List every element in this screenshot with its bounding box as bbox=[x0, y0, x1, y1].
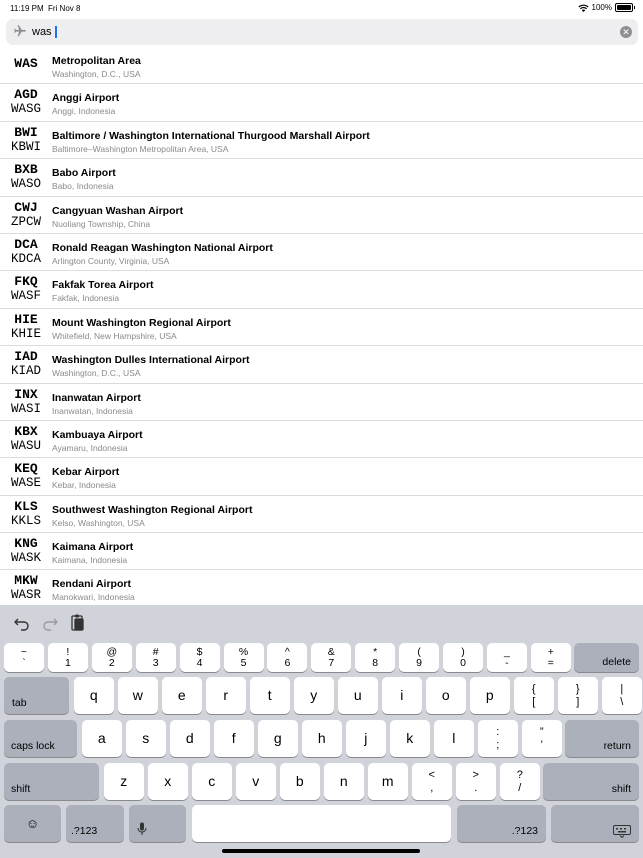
iata-code: BXB bbox=[14, 162, 38, 178]
key-s[interactable] bbox=[126, 720, 166, 757]
airport-name: Southwest Washington Regional Airport bbox=[52, 503, 253, 516]
result-row[interactable] bbox=[0, 346, 643, 383]
airport-location: Washington, D.C., USA bbox=[52, 69, 141, 79]
result-row[interactable] bbox=[0, 458, 643, 495]
airport-location: Inanwatan, Indonesia bbox=[52, 405, 133, 416]
airport-location: Washington, D.C., USA bbox=[52, 368, 141, 379]
key-label: g bbox=[273, 730, 282, 746]
key-bottom: . bbox=[474, 782, 478, 794]
result-row[interactable] bbox=[0, 533, 643, 570]
key-2[interactable] bbox=[92, 643, 132, 672]
key-label: .?123 bbox=[511, 825, 538, 837]
key-top: ” bbox=[539, 726, 544, 738]
key-bottom: 5 bbox=[240, 657, 247, 669]
icao-code: WASO bbox=[10, 177, 41, 192]
key-bracket-0[interactable] bbox=[514, 677, 554, 714]
results-list bbox=[0, 47, 643, 604]
airport-name: Ronald Reagan Washington National Airport bbox=[52, 241, 273, 254]
key-label: x bbox=[164, 773, 172, 789]
key-sym[interactable] bbox=[531, 643, 571, 672]
key-m[interactable] bbox=[368, 763, 408, 800]
key-top: ~ bbox=[20, 646, 28, 658]
key-b[interactable] bbox=[280, 763, 320, 800]
key-bottom: 0 bbox=[460, 657, 466, 669]
airport-name: Mount Washington Regional Airport bbox=[52, 316, 231, 329]
status-time: 11:19 PM bbox=[10, 4, 44, 13]
key-top: } bbox=[575, 683, 580, 695]
key-bottom: \ bbox=[620, 696, 624, 708]
key-6[interactable] bbox=[267, 643, 307, 672]
key-k[interactable] bbox=[390, 720, 430, 757]
key-label: z bbox=[120, 773, 128, 789]
key-label: p bbox=[485, 687, 494, 703]
result-row[interactable] bbox=[0, 309, 643, 346]
key-top: @ bbox=[106, 646, 118, 658]
key-top: < bbox=[428, 769, 435, 781]
key-h[interactable] bbox=[302, 720, 342, 757]
iata-code: KEQ bbox=[14, 461, 38, 477]
airport-codes bbox=[0, 499, 52, 529]
keyboard bbox=[0, 605, 643, 858]
key-bottom: ’ bbox=[540, 739, 543, 751]
key-3[interactable] bbox=[136, 643, 176, 672]
iata-code: KBX bbox=[14, 423, 38, 439]
airport-name: Kaimana Airport bbox=[52, 541, 134, 554]
key-top: _ bbox=[503, 646, 510, 658]
emoji-key[interactable] bbox=[4, 805, 61, 842]
key-bottom: 4 bbox=[196, 657, 203, 669]
key-q[interactable] bbox=[74, 677, 114, 714]
airport-location: Nuoliang Township, China bbox=[52, 218, 151, 229]
icao-code: WASU bbox=[10, 438, 41, 453]
airport-codes bbox=[0, 274, 52, 304]
key-label: .?123 bbox=[71, 825, 98, 837]
key-label: k bbox=[406, 730, 414, 746]
clear-icon[interactable]: ✕ bbox=[620, 26, 632, 38]
airport-codes bbox=[0, 312, 52, 342]
paste-icon[interactable] bbox=[68, 613, 88, 633]
key-bottom: 8 bbox=[372, 657, 379, 669]
airport-codes bbox=[0, 461, 52, 491]
key-label: w bbox=[132, 687, 143, 703]
iata-code: CWJ bbox=[14, 199, 38, 215]
key-i[interactable] bbox=[382, 677, 422, 714]
airport-location: Baltimore–Washington Metropolitan Area, USA bbox=[52, 143, 229, 154]
key-o[interactable] bbox=[426, 677, 466, 714]
key-label: e bbox=[177, 687, 186, 703]
icao-code: WASI bbox=[10, 401, 41, 416]
icao-code: KBWI bbox=[10, 139, 41, 154]
iata-code: AGD bbox=[14, 87, 38, 103]
airport-location: Whitefield, New Hampshire, USA bbox=[52, 330, 177, 341]
battery-fill bbox=[617, 5, 631, 10]
key-r[interactable] bbox=[206, 677, 246, 714]
key-5[interactable] bbox=[224, 643, 264, 672]
airport-name: Cangyuan Washan Airport bbox=[52, 204, 184, 217]
airport-name: Rendani Airport bbox=[52, 578, 131, 591]
key-y[interactable] bbox=[294, 677, 334, 714]
key-top: | bbox=[620, 683, 624, 695]
airport-codes bbox=[0, 237, 52, 267]
key-label: c bbox=[208, 773, 216, 789]
key-label: a bbox=[97, 730, 106, 746]
shift-left-key[interactable] bbox=[4, 763, 99, 800]
iata-code: KLS bbox=[14, 498, 38, 514]
key-bottom: 7 bbox=[328, 657, 335, 669]
delete-key[interactable] bbox=[574, 643, 639, 672]
key-v[interactable] bbox=[236, 763, 276, 800]
result-row[interactable] bbox=[0, 271, 643, 308]
key-bottom: 2 bbox=[108, 657, 115, 669]
key-c[interactable] bbox=[192, 763, 232, 800]
icao-code: WASK bbox=[10, 551, 41, 566]
key-label: b bbox=[295, 773, 304, 789]
key-u[interactable] bbox=[338, 677, 378, 714]
iata-code: WAS bbox=[14, 56, 38, 71]
undo-icon[interactable] bbox=[12, 613, 32, 633]
icao-code: KKLS bbox=[10, 513, 41, 528]
search-input[interactable] bbox=[32, 22, 592, 42]
numbers-key-right[interactable] bbox=[457, 805, 546, 842]
caps-lock-key[interactable] bbox=[4, 720, 77, 757]
key-top: + bbox=[547, 646, 554, 658]
key-bottom: = bbox=[547, 657, 554, 669]
key-bottom: 3 bbox=[152, 657, 159, 669]
airport-codes bbox=[0, 536, 52, 566]
key-t[interactable] bbox=[250, 677, 290, 714]
key-bottom: ] bbox=[576, 696, 580, 708]
numbers-key-left[interactable] bbox=[66, 805, 124, 842]
key-top: : bbox=[496, 726, 500, 738]
key-e[interactable] bbox=[162, 677, 202, 714]
airport-codes bbox=[0, 424, 52, 454]
iata-code: HIE bbox=[14, 311, 38, 327]
key-label: return bbox=[603, 740, 631, 752]
home-indicator bbox=[222, 849, 420, 853]
airport-codes bbox=[0, 387, 52, 417]
result-row[interactable] bbox=[0, 421, 643, 458]
space-key[interactable] bbox=[192, 805, 451, 842]
key-0[interactable] bbox=[443, 643, 483, 672]
key-punct2-1[interactable] bbox=[456, 763, 496, 800]
text-cursor bbox=[55, 26, 57, 38]
iata-code: INX bbox=[14, 386, 38, 402]
icao-code: WASE bbox=[10, 476, 41, 491]
hide-keyboard-key[interactable] bbox=[551, 805, 639, 842]
airport-name: Kebar Airport bbox=[52, 466, 120, 479]
emoji-icon: ☺ bbox=[25, 816, 40, 831]
key-p[interactable] bbox=[470, 677, 510, 714]
icao-code: WASR bbox=[10, 588, 41, 603]
key-label: q bbox=[89, 687, 98, 703]
key-9[interactable] bbox=[399, 643, 439, 672]
key-punct-1[interactable] bbox=[522, 720, 562, 757]
airport-codes bbox=[0, 125, 52, 155]
key-label: t bbox=[267, 687, 272, 703]
airport-codes bbox=[0, 56, 52, 71]
key-top: ? bbox=[516, 769, 523, 781]
airport-location: Arlington County, Virginia, USA bbox=[52, 255, 170, 266]
key-z[interactable] bbox=[104, 763, 144, 800]
return-key[interactable] bbox=[565, 720, 639, 757]
result-row[interactable] bbox=[0, 384, 643, 421]
dictation-key[interactable] bbox=[129, 805, 186, 842]
result-row[interactable] bbox=[0, 122, 643, 159]
key-g[interactable] bbox=[258, 720, 298, 757]
airport-location: Babo, Indonesia bbox=[52, 181, 114, 192]
key-punct2-2[interactable] bbox=[500, 763, 540, 800]
result-row[interactable] bbox=[0, 47, 643, 84]
airport-location: Anggi, Indonesia bbox=[52, 106, 116, 117]
status-right bbox=[578, 3, 633, 12]
airport-codes bbox=[0, 162, 52, 192]
wifi-icon bbox=[578, 4, 589, 12]
key-label: j bbox=[364, 730, 368, 746]
airport-codes bbox=[0, 349, 52, 379]
airport-location: Fakfak, Indonesia bbox=[52, 293, 120, 304]
result-row[interactable] bbox=[0, 84, 643, 121]
airport-codes bbox=[0, 200, 52, 230]
airplane-icon bbox=[13, 24, 27, 38]
airport-location: Kelso, Washington, USA bbox=[52, 517, 145, 528]
key-label: o bbox=[441, 687, 450, 703]
key-bottom: ` bbox=[22, 657, 26, 669]
result-row[interactable] bbox=[0, 570, 643, 604]
airport-location: Manokwari, Indonesia bbox=[52, 592, 135, 603]
key-punct-0[interactable] bbox=[478, 720, 518, 757]
key-top: # bbox=[152, 646, 159, 658]
result-row[interactable] bbox=[0, 197, 643, 234]
key-label: u bbox=[353, 687, 362, 703]
iata-code: DCA bbox=[14, 236, 38, 252]
key-label: caps lock bbox=[11, 740, 55, 752]
key-n[interactable] bbox=[324, 763, 364, 800]
airport-location: Ayamaru, Indonesia bbox=[52, 442, 128, 453]
iata-code: MKW bbox=[14, 573, 38, 589]
key-f[interactable] bbox=[214, 720, 254, 757]
icao-code: WASG bbox=[10, 102, 41, 117]
redo-icon[interactable] bbox=[40, 613, 60, 633]
key-label: v bbox=[252, 773, 260, 789]
airport-name: Fakfak Torea Airport bbox=[52, 279, 154, 292]
key-bracket-2[interactable] bbox=[602, 677, 642, 714]
airport-name: Kambuaya Airport bbox=[52, 428, 143, 441]
airport-name: Babo Airport bbox=[52, 167, 116, 180]
airport-codes bbox=[0, 87, 52, 117]
icao-code: KHIE bbox=[10, 326, 41, 341]
key-top: & bbox=[327, 646, 335, 658]
key-top: $ bbox=[196, 646, 203, 658]
key-bottom: , bbox=[430, 782, 434, 794]
icao-code: KDCA bbox=[10, 251, 41, 266]
key-bottom: ; bbox=[496, 739, 500, 751]
key-top: % bbox=[238, 646, 249, 658]
key-bottom: - bbox=[505, 657, 509, 669]
key-top: ( bbox=[417, 646, 421, 658]
key-x[interactable] bbox=[148, 763, 188, 800]
key-top: > bbox=[472, 769, 479, 781]
airport-codes bbox=[0, 573, 52, 603]
status-date: Fri Nov 8 bbox=[48, 4, 81, 13]
status-bar bbox=[0, 0, 643, 16]
airport-name: Washington Dulles International Airport bbox=[52, 354, 250, 367]
key-bottom: 6 bbox=[284, 657, 291, 669]
result-row[interactable] bbox=[0, 234, 643, 271]
key-label: r bbox=[223, 687, 229, 703]
keyboard-dismiss-icon bbox=[613, 825, 631, 838]
icao-code: WASF bbox=[10, 289, 41, 304]
key-label: h bbox=[317, 730, 326, 746]
key-label: d bbox=[185, 730, 194, 746]
key-top: ) bbox=[461, 646, 465, 658]
result-row[interactable] bbox=[0, 496, 643, 533]
icao-code: ZPCW bbox=[10, 214, 41, 229]
key-bracket-1[interactable] bbox=[558, 677, 598, 714]
result-row[interactable] bbox=[0, 159, 643, 196]
key-d[interactable] bbox=[170, 720, 210, 757]
key-label: l bbox=[452, 730, 456, 746]
key-label: delete bbox=[602, 656, 631, 668]
key-w[interactable] bbox=[118, 677, 158, 714]
key-bottom: 9 bbox=[416, 657, 423, 669]
tab-key[interactable] bbox=[4, 677, 69, 714]
key-bottom: 1 bbox=[64, 657, 71, 669]
key-4[interactable] bbox=[180, 643, 220, 672]
iata-code: BWI bbox=[14, 124, 38, 140]
airport-name: Inanwatan Airport bbox=[52, 391, 141, 404]
key-top: ! bbox=[66, 646, 70, 658]
key-8[interactable] bbox=[355, 643, 395, 672]
key-sym[interactable] bbox=[4, 643, 44, 672]
key-label: s bbox=[142, 730, 150, 746]
key-label: shift bbox=[611, 783, 631, 795]
shift-right-key[interactable] bbox=[543, 763, 639, 800]
airport-location: Kaimana, Indonesia bbox=[52, 555, 128, 566]
key-bottom: [ bbox=[532, 696, 536, 708]
key-label: i bbox=[400, 687, 404, 703]
key-label: tab bbox=[12, 697, 27, 709]
iata-code: FKQ bbox=[14, 274, 38, 290]
airport-name: Anggi Airport bbox=[52, 92, 120, 105]
battery-icon bbox=[615, 3, 633, 12]
key-label: f bbox=[231, 730, 236, 746]
key-label: y bbox=[310, 687, 318, 703]
airport-name: Baltimore / Washington International Thurgood Marshall Airport bbox=[52, 129, 370, 142]
key-bottom: / bbox=[518, 782, 522, 794]
key-sym[interactable] bbox=[487, 643, 527, 672]
key-j[interactable] bbox=[346, 720, 386, 757]
search-bar[interactable] bbox=[6, 19, 638, 45]
battery-percent: 100% bbox=[591, 3, 612, 12]
iata-code: IAD bbox=[14, 349, 38, 365]
key-1[interactable] bbox=[48, 643, 88, 672]
key-top: { bbox=[531, 683, 536, 695]
key-label: shift bbox=[11, 783, 31, 795]
key-top: ^ bbox=[284, 646, 290, 658]
key-l[interactable] bbox=[434, 720, 474, 757]
key-label: n bbox=[339, 773, 348, 789]
airport-location: Kebar, Indonesia bbox=[52, 480, 116, 491]
key-top: * bbox=[373, 646, 378, 658]
key-a[interactable] bbox=[82, 720, 122, 757]
key-label: m bbox=[381, 773, 394, 789]
microphone-icon bbox=[137, 822, 147, 836]
icao-code: KIAD bbox=[10, 364, 41, 379]
airport-name: Metropolitan Area bbox=[52, 55, 141, 67]
key-7[interactable] bbox=[311, 643, 351, 672]
key-punct2-0[interactable] bbox=[412, 763, 452, 800]
iata-code: KNG bbox=[14, 536, 38, 552]
